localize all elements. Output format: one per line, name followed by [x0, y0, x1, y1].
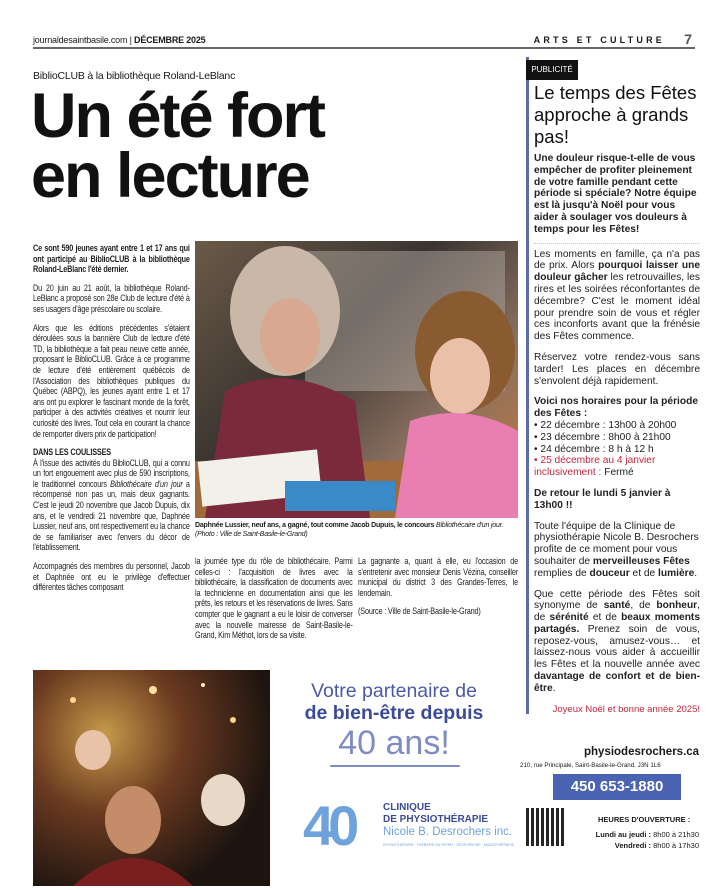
paragraph	[534, 589, 700, 695]
ad-slogan-years: 40 ans!	[338, 724, 450, 762]
ad-body	[534, 153, 700, 715]
paragraph: Alors que les éditions précédentes s'étaient déroulées sous la bannière Club de lecture d'été TD, la bibliothèque a fait peau neuve cette année, proposant le BiblioCLUB. Grâce à ce programme de lecture d'été entièrement québécois de l'Association des bibliothèques publiques du Québec (ABPQ), les jeunes ayant entre 1 et 17 ans ont pu explorer le fascinant monde de la forêt, participer à des activités créatives et nourrir leur curiosité des livres. Tout cela en courant la chance de remporter divers prix de participation!	[33, 322, 190, 439]
photo-illustration	[195, 241, 518, 518]
text: , de	[630, 600, 657, 612]
text: a récompensé non pas un, mais deux gagnants. C'est le jeudi 20 novembre que Jacob Dupuis, dix ans, et le vendredi 21 novembre que, Daphnée Lussier, neuf ans, ont respectivement eu la chance de se familiariser avec l'envers du décor de l'établissement.	[33, 478, 190, 553]
holiday-hours-item: • 22 décembre : 13h00 à 20h00	[534, 419, 677, 431]
text: Prenez soin de vous, reposez-vous, amusez-vous… et laissez-nous vous aider à accueillir les Fêtes et la nouvelle année avec	[534, 623, 700, 671]
article-photo	[195, 241, 518, 518]
ad-website-link[interactable]: physiodesrochers.ca	[584, 746, 700, 758]
ad-slogan: Votre partenaire de	[311, 680, 477, 702]
text: Que cette période des Fêtes soit synonyme de	[534, 588, 700, 612]
paragraph: Accompagnés des membres du personnel, Jacob et Daphnée ont eu le privilège d'effectuer différentes tâches composant	[33, 561, 190, 593]
clinic-owner: Nicole B. Desrochers inc.	[383, 826, 513, 838]
qr-code-icon	[526, 808, 564, 846]
ad-greeting: Joyeux Noël et bonne année 2025!	[552, 703, 700, 715]
ad-photo-family	[33, 670, 270, 886]
ad-intro: Une douleur risque-t-elle de vous empêcher de profiter pleinement de votre famille pendant cette période si spéciale? Notre équipe est là jusqu'à Noël pour vous aider à soulager vos douleurs à temps pour les Fêtes!	[534, 153, 697, 235]
clinic-services: PHYSIOTHÉRAPIE · THÉRAPIE DU SPORT · OSTÉOPATHIE · MASSOTHÉRAPIE	[383, 843, 514, 847]
section-name: ARTS ET CULTURE	[533, 35, 665, 45]
photo-caption	[195, 521, 520, 539]
caption-contest: Bibliothécaire d'un jour.	[435, 522, 504, 529]
text: .	[552, 682, 556, 694]
opening-hours	[596, 829, 699, 851]
text: beaux moments partagés.	[534, 612, 700, 635]
clinic-name	[383, 802, 488, 826]
photo-illustration	[33, 670, 270, 886]
text: , de	[534, 600, 700, 624]
text: • 25 décembre au 4 janvier inclusivement :	[534, 455, 656, 479]
text: pourquoi laisser une douleur gâcher	[534, 260, 700, 284]
contest-name: Bibliothécaire d'un jour	[110, 478, 183, 489]
ad-label: PUBLICITÉ	[526, 60, 578, 80]
header-publication	[33, 35, 205, 45]
article-headline	[31, 81, 324, 211]
ad-slogan: de bien-être depuis	[304, 702, 484, 724]
opening-hours-row	[596, 840, 699, 851]
text: À l'issue des activités du BiblioCLUB, qui a connu un fort engouement avec plus de 590 inscriptions, le traditionnel concours	[33, 457, 190, 489]
text: 8h00 à 21h30	[651, 830, 699, 839]
text: .	[694, 567, 698, 579]
text: remplies de	[534, 567, 590, 579]
paragraph: la journée type du rôle de bibliothécaire. Parmi celles-ci : l'acquisition de livres avec la bibliothécaire, la classification de documents avec la technicienne en documentation ainsi que les prêts, les retours et les réservations de livres. Sans compter que le gagnant a eu le loisir de converser avec la nouvelle mairesse de Saint-Basile-le-Grand, Kim Méthot, lors de sa visite.	[195, 556, 353, 641]
article-lead: Ce sont 590 jeunes ayant entre 1 et 17 ans qui ont participé au BiblioCLUB à la bibliothèque Roland-LeBlanc l'été dernier.	[33, 243, 190, 275]
paragraph	[534, 521, 700, 580]
text: lumière	[658, 567, 695, 579]
text: et de	[588, 612, 622, 624]
opening-hours-row	[596, 829, 699, 840]
decorative-curve	[330, 765, 460, 767]
issue-date: DÉCEMBRE 2025	[134, 35, 206, 45]
text: davantage de confort et de bien-être	[534, 671, 700, 694]
site-name: journaldesaintbasile.com	[33, 35, 128, 45]
text: Vendredi :	[614, 841, 652, 850]
text: CLINIQUE	[383, 802, 431, 813]
text: Fermé	[601, 467, 634, 479]
page-number: 7	[684, 31, 692, 47]
text: merveilleuses Fêtes	[592, 555, 690, 567]
text: Toute l'équipe de la Clinique de physiothérapie Nicole B. Desrochers profite de ce moment pour vous souhaiter de	[534, 520, 699, 567]
ad-phone: 450 653-1880	[553, 774, 681, 800]
article-kicker: BiblioCLUB à la bibliothèque Roland-LeBlanc	[33, 70, 236, 82]
headline-line: Un été fort	[31, 81, 324, 151]
opening-hours-title: HEURES D'OUVERTURE :	[598, 815, 691, 824]
text: Lundi au jeudi :	[595, 830, 652, 839]
subheading: DANS LES COULISSES	[33, 447, 111, 458]
header-rule	[33, 47, 695, 49]
caption-text: Daphnée Lussier, neuf ans, a gagné, tout comme Jacob Dupuis, le concours	[195, 522, 436, 529]
text: sérénité	[549, 612, 589, 624]
clinic-logo: 40	[303, 794, 354, 857]
ad-address: 210, rue Principale, Saint-Basile-le-Grand, J3N 1L6	[520, 762, 661, 769]
article-column-3	[358, 556, 518, 625]
text: 8h00 à 17h30	[651, 841, 699, 850]
article-column-2	[195, 556, 353, 649]
text: les retrouvailles, les rires et les soirées réconfortantes de décembre? C'est le moment idéal pour prendre soin de vous et régler ces inconforts avant que la frénésie des Fêtes commence.	[534, 272, 700, 343]
ad-border	[526, 57, 529, 714]
paragraph	[534, 249, 700, 343]
article-column-1	[33, 243, 190, 593]
text: et de	[629, 567, 659, 579]
article-source: (Source : Ville de Saint-Basile-le-Grand)	[358, 606, 481, 617]
holiday-hours-item: • 24 décembre : 8 h à 12 h	[534, 443, 654, 455]
return-date: De retour le lundi 5 janvier à 13h00 !!	[534, 487, 671, 511]
headline-line: en lecture	[31, 141, 309, 211]
separator: |	[129, 35, 132, 45]
photo-credit: (Photo : Ville de Saint-Basile-le-Grand)	[195, 531, 308, 538]
holiday-hours-item	[534, 455, 700, 479]
text: Les moments en famille, ça n'a pas de prix. Alors	[534, 248, 700, 272]
holiday-hours-item: • 23 décembre : 8h00 à 21h00	[534, 431, 671, 443]
paragraph: Du 20 juin au 21 août, la bibliothèque Roland-LeBlanc a proposé son 28e Club de lecture d'été à ses usagers d'âge préscolaire ou scolaire.	[33, 282, 190, 314]
ad-title: Le temps des Fêtes approche à grands pas!	[534, 82, 697, 147]
text: DE PHYSIOTHÉRAPIE	[383, 814, 489, 825]
paragraph: La gagnante a, quant à elle, eu l'occasion de s'entretenir avec monsieur Denis Vézina, conseiller municipal du district 3 des Grandes-Terres, le lendemain.	[358, 556, 518, 598]
holiday-hours-title: Voici nos horaires pour la période des Fêtes :	[534, 396, 698, 420]
paragraph	[33, 458, 190, 553]
text: bonheur	[656, 600, 698, 612]
text: douceur	[589, 567, 630, 579]
paragraph: Réservez votre rendez-vous sans tarder! Les places en décembre s'envolent déjà rapidement.	[534, 351, 700, 387]
text: santé	[603, 600, 631, 612]
